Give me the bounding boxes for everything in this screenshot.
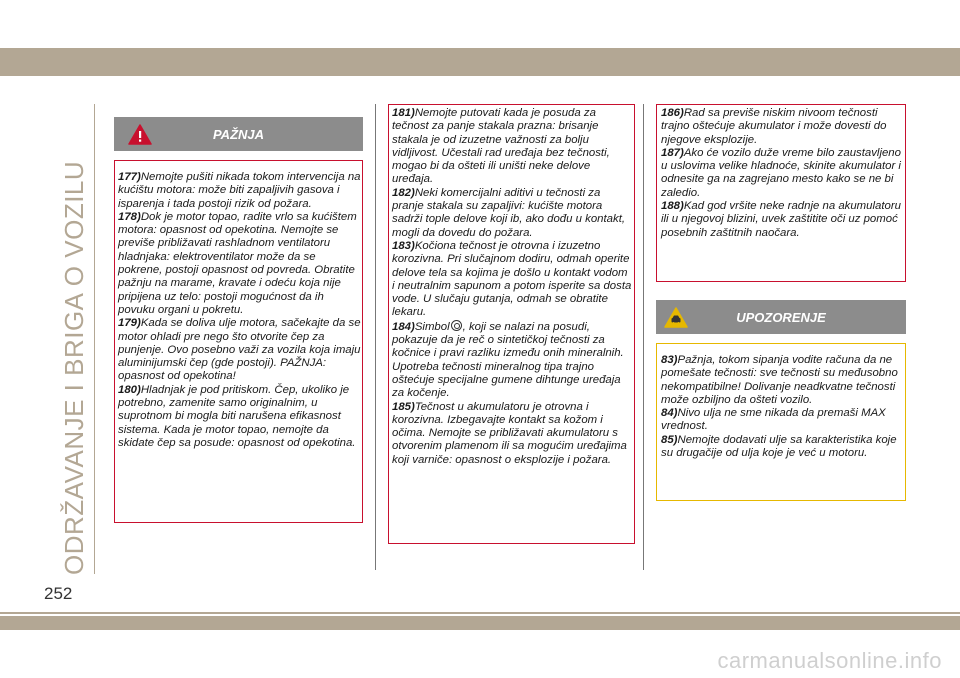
warning-item: 178)Dok je motor topao, radite vrlo sa kućištem motora: opasnost od opekotina. Nemojte se previše približavati rashladnom ventilatoru hladnjaka: elektroventilator može da se pokrene, postoji opasnost od povreda. Obratite pažnju na marame, kravate i odeću koja nije pripijena uz telo: postoji mogućnost da ih povuku organi u pokretu. xyxy=(118,210,357,316)
warning-item: 183)Kočiona tečnost je otrovna i izuzetno korozivna. Pri slučajnom dodiru, odmah operite delove tela sa kojima je došlo u kontakt vodom i neutralnim sapunom a potom isperite sa dosta vode. U slučaju gutanja, odmah se obratite lekaru. xyxy=(392,239,632,319)
warning-item: 188)Kad god vršite neke radnje na akumulatoru ili u njegovoj blizini, uvek zaštitite oči uz pomoć posebnih zaštitnih naočara. xyxy=(661,200,902,239)
warning-item: 186)Rad sa previše niskim nivoom tečnosti trajno oštećuje akumulator i može dovesti do njegove eksplozije. xyxy=(661,107,887,146)
bottom-decorative-line xyxy=(0,612,960,614)
watermark: carmanualsonline.info xyxy=(717,648,942,673)
bottom-decorative-band xyxy=(0,616,960,630)
top-decorative-band xyxy=(0,48,960,76)
caution-item: 83)Pažnja, tokom sipanja vodite računa da ne pomešate tečnosti: sve tečnosti su međusobno nekompatibilne! Dolivanje neadkvatne tečnosti može ozbiljno da ošteti vozilo. xyxy=(661,354,898,406)
warning-item: 181)Nemojte putovati kada je posuda za tečnost za panje stakala prazna: brisanje stakala je od izuzetne važnosti za bolju vidljivost. Učestali rad uređaja bez tečnosti, mogao bi da ošteti ili uništi neke delove uređaja. xyxy=(392,107,610,186)
warning-item: 185)Tečnost u akumulatoru je otrovna i korozivna. Izbegavajte kontakt sa kožom i očima. Nemojte se približavati akumulatoru s otvorenim plamenom ili sa mogućim uređajima koji varniče: opasnost o eksplozije i požara. xyxy=(392,400,627,466)
warning-item: 187)Ako će vozilo duže vreme bilo zaustavljeno u uslovima velike hladnoće, skinite akumulator i odnesite ga na zagrejano mesto kako se ne bi zaledio. xyxy=(661,146,901,199)
column-divider xyxy=(643,104,644,570)
warning-header xyxy=(114,117,363,151)
warning-item: 180)Hladnjak je pod pritiskom. Čep, ukoliko je potrebno, zamenite samo originalnim, u suprotnom bi mogla biti narušena efikasnost sistema. Kada je motor topao, nemojte da skidate čep sa posude: opasnost od opekotina. xyxy=(118,383,356,449)
warning-text-column-1 xyxy=(118,171,361,450)
chapter-title-text: ODRŽAVANJE I BRIGA O VOZILU xyxy=(59,160,89,575)
caution-title: UPOZORENJE xyxy=(736,310,826,325)
page-number: 252 xyxy=(44,584,73,603)
side-rule xyxy=(94,104,95,574)
caution-text xyxy=(661,354,905,460)
warning-item: 177)Nemojte pušiti nikada tokom intervencija na kućištu motora: može biti zapaljivih gasova i isparenja i tada postoji rizik od požara. xyxy=(118,171,361,210)
caution-header xyxy=(656,300,906,334)
warning-text-column-2 xyxy=(392,107,633,467)
warning-item: 184)Simbol , koji se nalazi na posudi, pokazuje da je reč o sintetičkoj tečnosti za kočnice i pravi razliku između onih mineralnih. Upotreba tečnosti mineralnog tipa trajno oštećuje specijalne gumene dihtunge uređaja za kočenje. xyxy=(392,320,624,400)
caution-item: 85)Nemojte dodavati ulje sa karakteristika koje su drugačije od ulja koje je već u motoru. xyxy=(661,433,897,460)
warning-text-column-3 xyxy=(661,107,905,240)
synthetic-brake-fluid-symbol-icon xyxy=(451,320,462,331)
warning-title: PAŽNJA xyxy=(212,127,265,142)
chapter-side-title xyxy=(56,105,96,575)
column-divider xyxy=(375,104,376,570)
warning-item: 182)Neki komercijalni aditivi u tečnosti za pranje stakala su zapaljivi: kućište motora sadrži tople delove koji ib, ako dođu u kontakt, mogli da dovedu do požara. xyxy=(392,186,626,239)
warning-item: 179)Kada se doliva ulje motora, sačekajte da se motor ohladi pre nego što otvorite čep za punjenje. Ovo posebno važi za vozila koja imaju aluminijumski čep (gde postoji). PAŽNJA: opasnost od opekotina! xyxy=(118,317,361,383)
caution-item: 84)Nivo ulja ne sme nikada da premaši MAX vrednost. xyxy=(661,407,886,433)
